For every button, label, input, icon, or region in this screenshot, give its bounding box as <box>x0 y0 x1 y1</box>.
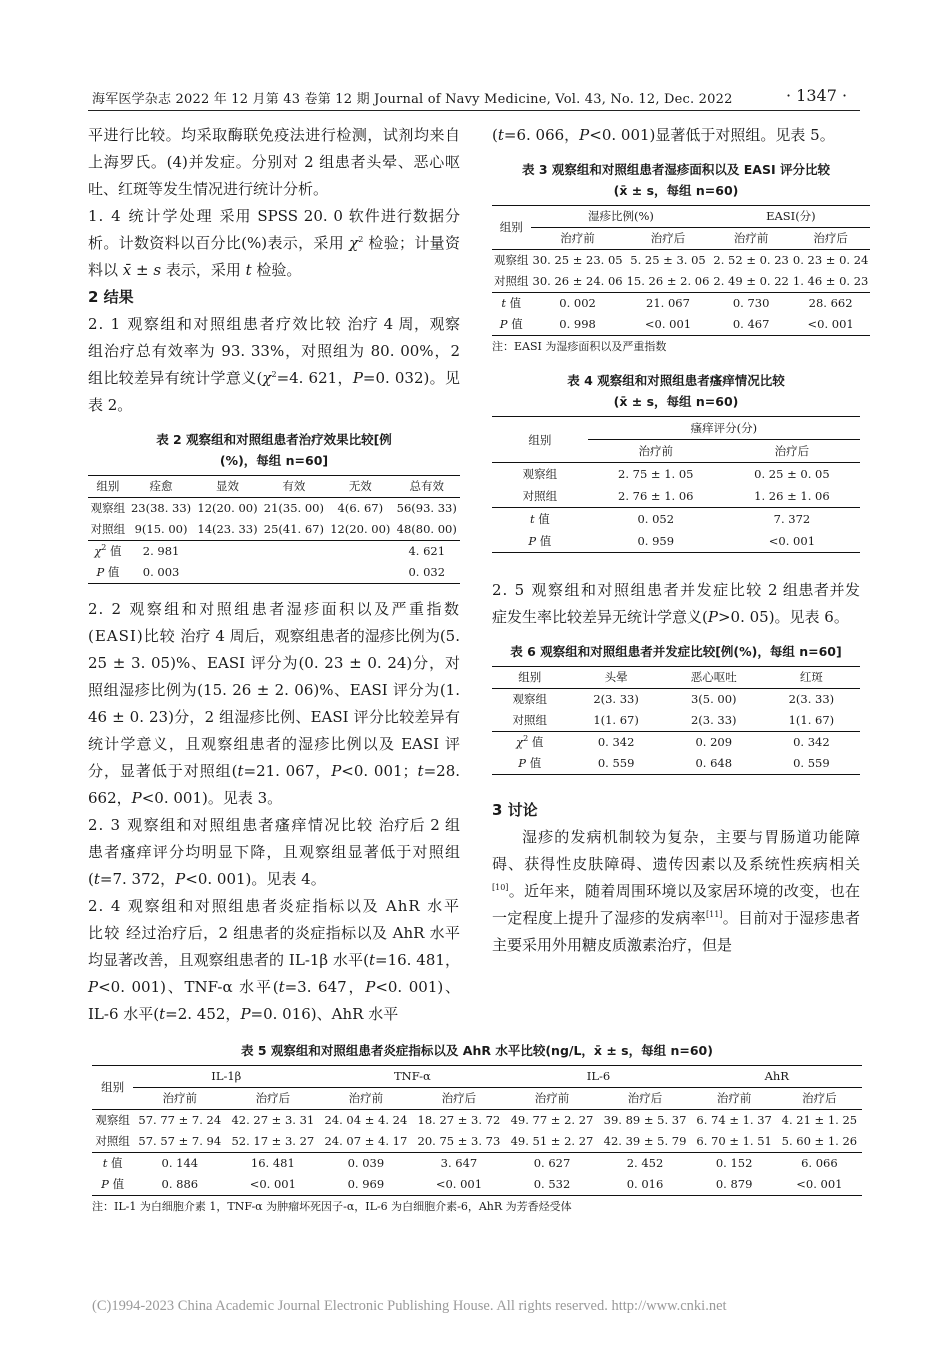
table-row: 观察组 2(3. 33) 3(5. 00) 2(3. 33) <box>512 692 835 706</box>
data-table <box>492 666 860 775</box>
table-subheader-row: 治疗前 治疗后 治疗前 治疗后 <box>492 228 870 250</box>
table-subheader-row: 治疗前 治疗后 治疗前 治疗后 治疗前 治疗后 治疗前 治疗后 <box>92 1088 862 1110</box>
table-row: 观察组 30. 25 ± 23. 05 5. 25 ± 3. 05 2. 52 ± 0. 23 0. 23 ± 0. 24 <box>494 253 869 267</box>
subsection-heading: 2. 5 观察组和对照组患者并发症比较 <box>492 581 763 599</box>
table-row: 观察组 2. 75 ± 1. 05 0. 25 ± 0. 05 <box>522 467 830 481</box>
table-row: t 值 0. 052 7. 372 <box>492 508 860 531</box>
table-4 <box>492 370 860 553</box>
table-row: $\chi^2$ 值 2. 981 4. 621 <box>88 541 460 563</box>
table-subheader-row: 治疗前 治疗后 <box>492 440 860 463</box>
subsection-heading: 2. 2 观察组和对照组患者湿疹面积以及严重指数(EASI)比较 <box>88 600 460 645</box>
paragraph-complications: 2. 5 观察组和对照组患者并发症比较 2 组患者并发症发生率比较差异无统计学意义(P>0. 05)。见表 6。 <box>492 581 860 626</box>
paragraph-continuation: (t=6. 066，P<0. 001)显著低于对照组。见表 5。 <box>492 126 835 144</box>
paragraph-easi: 2. 2 观察组和对照组患者湿疹面积以及严重指数(EASI)比较 治疗 4 周后，观察组患者的湿疹比例为(5. 25 ± 3. 05)%、EASI 评分为(0. 23 ± 0. 24)分，对照组湿疹比例为(15. 26 ± 2. 06)%、EASI 评分为(1. 46 ± 0. 23)分，2 组湿疹比例、EASI 评分比较差异有统计学意义，且观察组患者的湿疹比例以及 EASI 评分，显著低于对照组(t=21. 067，P<0. 001；t=28. 662，P<0. 001)。见表 3。 <box>88 600 461 807</box>
paragraph-statistics: 1. 4 统计学处理 采用 SPSS 20. 0 软件进行数据分析。计数资料以百分比(%)表示，采用 $\chi^2$ 检验；计量资料以 x̄ ± s 表示，采用 t 检验。 <box>88 207 460 279</box>
page-number: · 1347 · <box>786 86 848 105</box>
section-heading-results: 2 结果 <box>88 288 134 306</box>
table-caption: 表 6 观察组和对照组患者并发症比较[例(%)，每组 n=60] <box>510 644 842 659</box>
section-heading-discussion: 3 讨论 <box>492 801 538 819</box>
data-table <box>88 475 460 584</box>
table-row: P 值 0. 998 <0. 001 0. 467 <0. 001 <box>492 314 870 336</box>
table-row: 对照组 2. 76 ± 1. 06 1. 26 ± 1. 06 <box>522 489 830 503</box>
running-header: 海军医学杂志 2022 年 12 月第 43 卷第 12 期 Journal of Navy Medicine, Vol. 43, No. 12, Dec. 2022 <box>92 92 733 107</box>
subsection-heading: 2. 4 观察组和对照组患者炎症指标以及 AhR 水平比较 <box>88 897 460 942</box>
table-row: 观察组 23(38. 33) 12(20. 00) 21(35. 00) 4(6. 67) 56(93. 33) <box>90 501 457 515</box>
subsection-heading: 2. 1 观察组和对照组患者疗效比较 <box>88 315 343 333</box>
table-row: P 值 0. 003 0. 032 <box>88 562 460 584</box>
table-row: P 值 0. 886 <0. 001 0. 969 <0. 001 0. 532 0. 016 0. 879 <0. 001 <box>92 1174 862 1196</box>
table-6 <box>492 641 860 775</box>
table-row: 对照组 9(15. 00) 14(23. 33) 25(41. 67) 12(20. 00) 48(80. 00) <box>90 522 457 536</box>
copyright-footer: (C)1994-2023 China Academic Journal Electronic Publishing House. All rights reserved. http://www.cnki.net <box>92 1298 727 1314</box>
paragraph-pruritus: 2. 3 观察组和对照组患者瘙痒情况比较 治疗后 2 组患者瘙痒评分均明显下降，且观察组显著低于对照组(t=7. 372，P<0. 001)。见表 4。 <box>88 816 460 888</box>
table-caption: 表 3 观察组和对照组患者湿疹面积以及 EASI 评分比较 (x̄ ± s，每组 n=60) <box>522 162 830 198</box>
header-rule <box>88 110 860 111</box>
table-5 <box>92 1040 862 1216</box>
table-row: 观察组 57. 77 ± 7. 24 42. 27 ± 3. 31 24. 04 ± 4. 24 18. 27 ± 3. 72 49. 77 ± 2. 27 39. 89 ± 5. 37 6. 74 ± 1. 37 4. 21 ± 1. 25 <box>95 1113 858 1127</box>
table-3 <box>492 159 869 356</box>
table-header-row: 组别 IL-1β TNF-α IL-6 AhR <box>92 1066 862 1088</box>
table-header-row: 组别 湿疹比例(%) EASI(分) <box>492 206 870 228</box>
data-table <box>92 1065 862 1196</box>
data-table <box>492 416 860 553</box>
table-caption: 表 4 观察组和对照组患者瘙痒情况比较 (x̄ ± s，每组 n=60) <box>567 373 785 409</box>
table-row: 对照组 57. 57 ± 7. 94 52. 17 ± 3. 27 24. 07 ± 4. 17 20. 75 ± 3. 73 49. 51 ± 2. 27 42. 39 ± 5. 79 6. 70 ± 1. 51 5. 60 ± 1. 26 <box>95 1134 858 1148</box>
table-caption: 表 5 观察组和对照组患者炎症指标以及 AhR 水平比较(ng/L，x̄ ± s，每组 n=60) <box>241 1043 713 1058</box>
right-column <box>492 122 869 959</box>
paragraph-discussion: 湿疹的发病机制较为复杂，主要与胃肠道功能障碍、获得性皮肤障碍、遗传因素以及系统性疾病相关[10]。近年来，随着周围环境以及家居环境的改变，也在一定程度上提升了湿疹的发病率[11]。目前对于湿疹患者主要采用外用糖皮质激素治疗，但是 <box>492 828 860 954</box>
table-row: P 值 0. 959 <0. 001 <box>492 530 860 553</box>
subsection-heading: 2. 3 观察组和对照组患者瘙痒情况比较 <box>88 816 374 834</box>
table-header-row: 组别 头晕 恶心呕吐 红斑 <box>492 667 860 689</box>
table-note: 注：IL-1 为白细胞介素 1，TNF-α 为肿瘤坏死因子-α，IL-6 为白细胞介素-6，AhR 为芳香烃受体 <box>92 1200 572 1213</box>
table-row: t 值 0. 144 16. 481 0. 039 3. 647 0. 627 2. 452 0. 152 6. 066 <box>92 1153 862 1175</box>
table-row: $\chi^2$ 值 0. 342 0. 209 0. 342 <box>492 732 860 754</box>
table-row: P 值 0. 559 0. 648 0. 559 <box>492 753 860 775</box>
table-caption: 表 2 观察组和对照组患者治疗效果比较[例(%)，每组 n=60] <box>156 432 392 468</box>
paragraph-efficacy: 2. 1 观察组和对照组患者疗效比较 治疗 4 周，观察组治疗总有效率为 93. 33%，对照组为 80. 00%，2 组比较差异有统计学意义($\chi^2=4$. 621，P=0. 032)。见表 2。 <box>88 315 460 414</box>
data-table <box>492 205 870 336</box>
paragraph-inflammation: 2. 4 观察组和对照组患者炎症指标以及 AhR 水平比较 经过治疗后，2 组患者的炎症指标以及 AhR 水平均显著改善，且观察组患者的 IL-1β 水平(t=16. 481，P<0. 001)、TNF-α 水平(t=3. 647，P<0. 001)、IL-6 水平(t=2. 452，P=0. 016)、AhR 水平 <box>88 897 461 1023</box>
subsection-heading: 1. 4 统计学处理 <box>88 207 214 225</box>
table-row: 对照组 1(1. 67) 2(3. 33) 1(1. 67) <box>512 713 835 727</box>
table-note: 注：EASI 为湿疹面积以及严重指数 <box>492 340 667 353</box>
table-row: t 值 0. 002 21. 067 0. 730 28. 662 <box>492 293 870 315</box>
table-2 <box>88 429 460 584</box>
paragraph-reagents: 平进行比较。均采取酶联免疫法进行检测，试剂均来自上海罗氏。(4)并发症。分别对 2 组患者头晕、恶心呕吐、红斑等发生情况进行统计分析。 <box>88 126 460 198</box>
table-header-row: 组别 痊愈 显效 有效 无效 总有效 <box>88 476 460 498</box>
table-header-row: 组别 瘙痒评分(分) <box>492 417 860 440</box>
table-row: 对照组 30. 26 ± 24. 06 15. 26 ± 2. 06 2. 49 ± 0. 22 1. 46 ± 0. 23 <box>494 274 869 288</box>
left-column <box>88 122 460 1028</box>
